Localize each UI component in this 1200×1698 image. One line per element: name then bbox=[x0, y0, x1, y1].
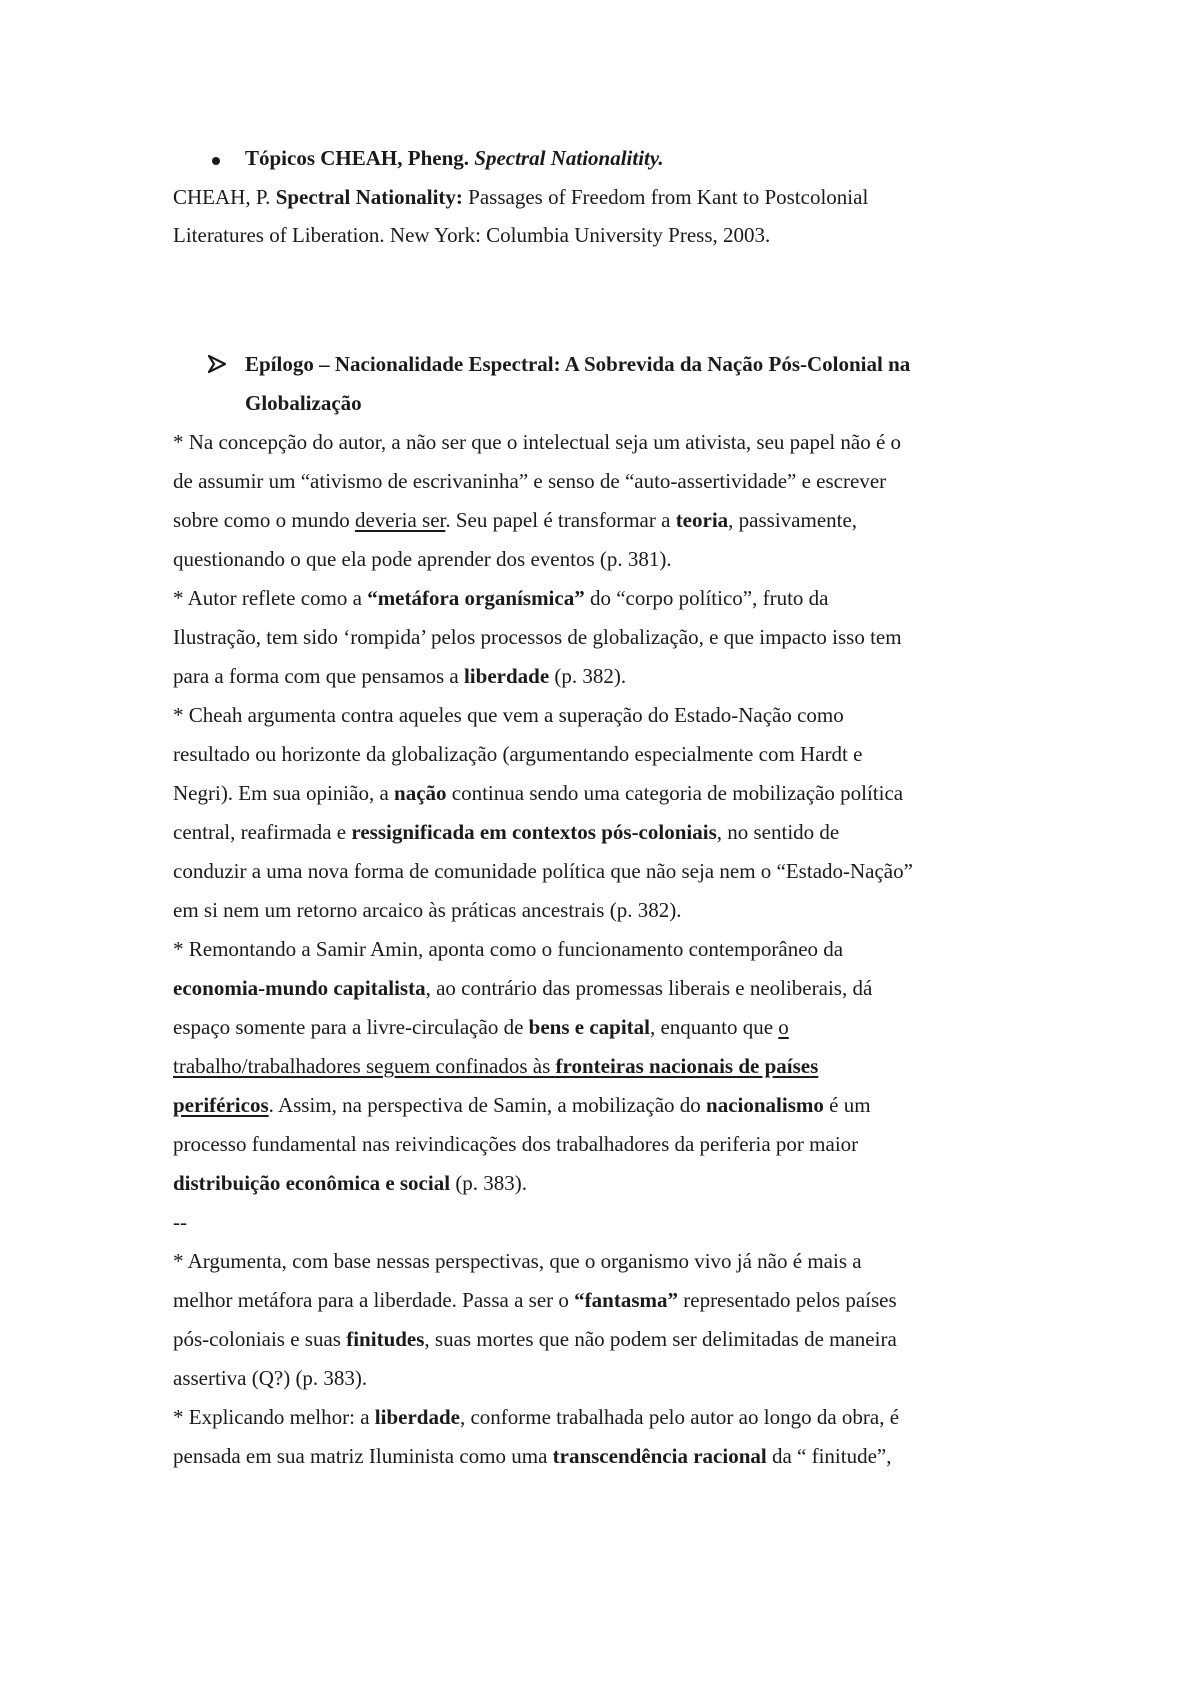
paragraph-line: assertiva (Q?) (p. 383). bbox=[173, 1366, 368, 1390]
paragraph-line: Ilustração, tem sido ‘rompida’ pelos processos de globalização, e que impacto isso tem bbox=[173, 625, 902, 649]
paragraph-line: conduzir a uma nova forma de comunidade política que não seja nem o “Estado-Nação” bbox=[173, 859, 913, 883]
separator: -- bbox=[173, 1210, 187, 1234]
paragraph-line: sobre como o mundo deveria ser. Seu papel é transformar a teoria, passivamente, bbox=[173, 508, 858, 532]
paragraph-line: de assumir um “ativismo de escrivaninha” e senso de “auto-assertividade” e escrever bbox=[173, 469, 887, 493]
paragraph-line: questionando o que ela pode aprender dos eventos (p. 381). bbox=[173, 547, 672, 571]
paragraph-line: trabalho/trabalhadores seguem confinados às fronteiras nacionais de países bbox=[173, 1054, 819, 1078]
paragraph-line: periféricos. Assim, na perspectiva de Samin, a mobilização do nacionalismo é um bbox=[173, 1093, 871, 1117]
paragraph-line: melhor metáfora para a liberdade. Passa a ser o “fantasma” representado pelos países bbox=[173, 1288, 897, 1312]
section-heading-line-2: Globalização bbox=[245, 391, 362, 415]
reference-line-2: Literatures of Liberation. New York: Columbia University Press, 2003. bbox=[173, 223, 771, 247]
paragraph-line: para a forma com que pensamos a liberdade (p. 382). bbox=[173, 664, 627, 688]
underlined-text: deveria ser bbox=[354, 508, 446, 532]
paragraph-line: * Autor reflete como a “metáfora organísmica” do “corpo político”, fruto da bbox=[173, 586, 829, 610]
paragraph-line: espaço somente para a livre-circulação de bens e capital, enquanto que o bbox=[173, 1015, 789, 1039]
paragraph-line: resultado ou horizonte da globalização (argumentando especialmente com Hardt e bbox=[173, 742, 863, 766]
topic-title: Spectral Nationalitity. bbox=[474, 146, 664, 170]
paragraph-line: * Cheah argumenta contra aqueles que vem a superação do Estado-Nação como bbox=[173, 703, 844, 727]
section-heading-line-1: Epílogo – Nacionalidade Espectral: A Sobrevida da Nação Pós-Colonial na bbox=[245, 352, 911, 376]
paragraph-line: * Remontando a Samir Amin, aponta como o funcionamento contemporâneo da bbox=[173, 937, 844, 961]
reference-title: Spectral Nationality: bbox=[275, 185, 463, 209]
paragraph-line: em si nem um retorno arcaico às práticas ancestrais (p. 382). bbox=[173, 898, 682, 922]
paragraph-line: economia-mundo capitalista, ao contrário das promessas liberais e neoliberais, dá bbox=[173, 976, 873, 1000]
paragraph-line: Negri). Em sua opinião, a nação continua sendo uma categoria de mobilização política bbox=[173, 781, 904, 805]
bullet-icon bbox=[212, 157, 220, 165]
paragraph-line: distribuição econômica e social (p. 383). bbox=[173, 1171, 528, 1195]
paragraph-line: central, reafirmada e ressignificada em contextos pós-coloniais, no sentido de bbox=[173, 820, 840, 844]
paragraph-line: processo fundamental nas reivindicações dos trabalhadores da periferia por maior bbox=[173, 1132, 859, 1156]
paragraph-line: * Explicando melhor: a liberdade, conforme trabalhada pelo autor ao longo da obra, é bbox=[173, 1405, 900, 1429]
paragraph-line: * Argumenta, com base nessas perspectivas, que o organismo vivo já não é mais a bbox=[173, 1249, 862, 1273]
reference-line-1: CHEAH, P. Spectral Nationality: Passages of Freedom from Kant to Postcolonial bbox=[173, 185, 869, 209]
paragraph-line: pós-coloniais e suas finitudes, suas mortes que não podem ser delimitadas de maneira bbox=[173, 1327, 897, 1351]
paragraph-line: pensada em sua matriz Iluminista como uma transcendência racional da “ finitude”, bbox=[173, 1444, 892, 1468]
paragraph-line: * Na concepção do autor, a não ser que o intelectual seja um ativista, seu papel não é o bbox=[173, 430, 902, 454]
topic-header bbox=[245, 144, 664, 172]
arrow-bullet-icon bbox=[208, 355, 226, 373]
topic-label: Tópicos CHEAH, Pheng. bbox=[245, 146, 475, 170]
